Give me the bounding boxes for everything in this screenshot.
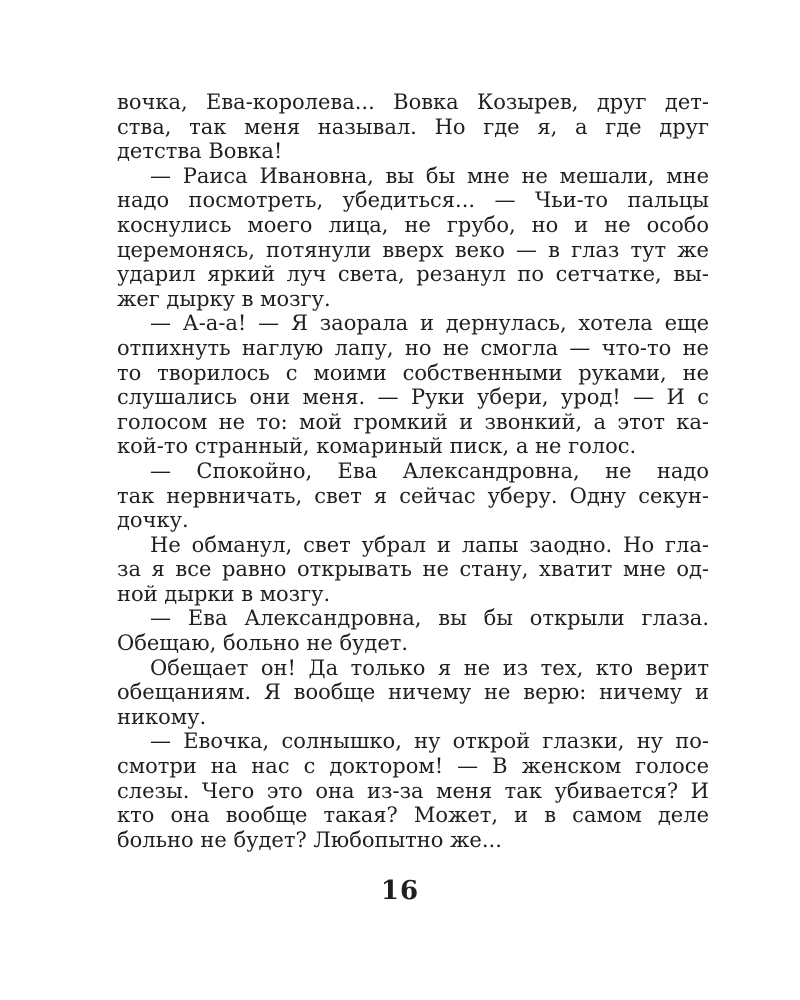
- text-line: кто она вообще такая? Может, и в самом деле: [117, 803, 709, 828]
- text-line: Обещаю, больно не будет.: [117, 631, 409, 656]
- text-line: слезы. Чего это она из-за меня так убивается? И: [117, 778, 709, 803]
- text-line: за я все равно открывать не стану, хватит мне од-: [117, 557, 709, 582]
- text-line: — Раиса Ивановна, вы бы мне не мешали, мне: [150, 163, 709, 188]
- page-body: [117, 90, 709, 852]
- text-line: — Ева Александровна, вы бы открыли глаза.: [150, 606, 709, 631]
- text-line: — Спокойно, Ева Александровна, не надо: [150, 458, 709, 483]
- text-line: обещаниям. Я вообще ничему не верю: ничему и: [117, 680, 709, 705]
- text-line: ударил яркий луч света, резанул по сетчатке, вы-: [117, 262, 709, 287]
- text-line: надо посмотреть, убедиться... — Чьи-то пальцы: [117, 188, 709, 213]
- text-line: — Евочка, солнышко, ну открой глазки, ну по-: [150, 729, 709, 754]
- text-line: Обещает он! Да только я не из тех, кто верит: [150, 655, 709, 680]
- text-line: голосом не то: мой громкий и звонкий, а этот ка-: [117, 409, 709, 434]
- text-line: коснулись моего лица, не грубо, но и не особо: [117, 212, 709, 237]
- text-line: никому.: [117, 704, 207, 729]
- text-line: вочка, Ева-королева... Вовка Козырев, друг дет-: [117, 90, 709, 114]
- page-number: 16: [380, 876, 420, 906]
- text-line: отпихнуть наглую лапу, но не смогла — что-то не: [117, 335, 709, 360]
- text-line: дочку.: [117, 508, 189, 533]
- text-line: ства, так меня называл. Но где я, а где друг: [117, 114, 709, 139]
- text-line: так нервничать, свет я сейчас уберу. Одну секун-: [117, 483, 709, 508]
- text-line: — А-а-а! — Я заорала и дернулась, хотела еще: [150, 311, 709, 336]
- text-line: детства Вовка!: [117, 139, 283, 164]
- text-line: слушались они меня. — Руки убери, урод! — И с: [117, 385, 709, 410]
- text-line: то творилось с моими собственными руками, не: [117, 360, 709, 385]
- text-line: Не обманул, свет убрал и лапы заодно. Но гла-: [150, 532, 709, 557]
- text-line: церемонясь, потянули вверх веко — в глаз тут же: [117, 237, 709, 262]
- text-line: жег дырку в мозгу.: [117, 286, 331, 311]
- text-line: больно не будет? Любопытно же...: [117, 827, 502, 852]
- text-line: ной дырки в мозгу.: [117, 581, 331, 606]
- text-line: смотри на нас с доктором! — В женском голосе: [117, 754, 709, 779]
- text-line: кой-то странный, комариный писк, а не голос.: [117, 434, 637, 459]
